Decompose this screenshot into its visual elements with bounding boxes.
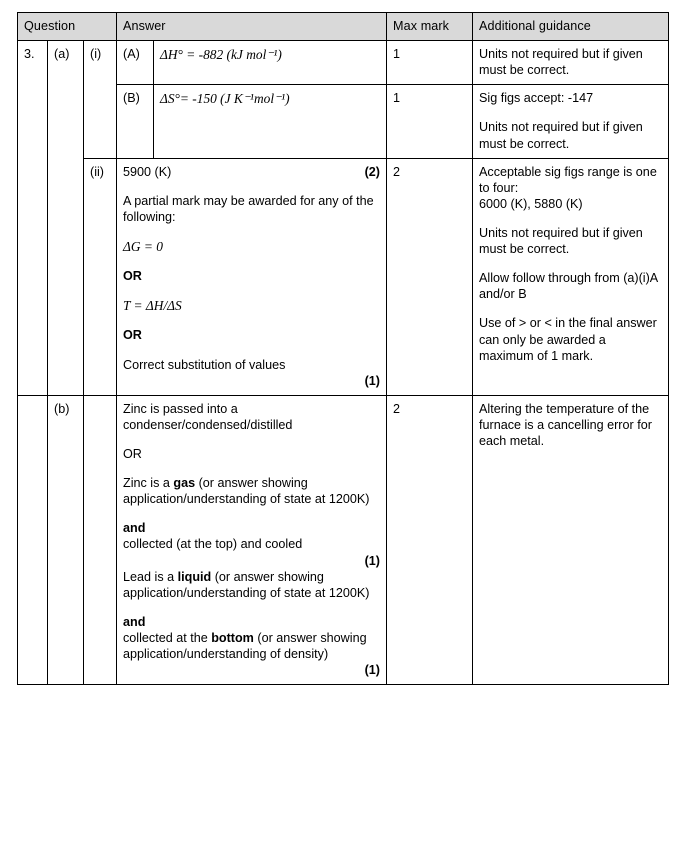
gibbs-formula: ΔG = 0: [123, 238, 163, 254]
question-sub-part: (b): [48, 395, 84, 685]
column-header-question: Question: [18, 13, 117, 41]
guidance-sig-figs-range: Acceptable sig figs range is one to four:: [479, 164, 657, 195]
question-sub-part: (a): [48, 41, 84, 396]
answer-label-A: (A): [117, 41, 154, 85]
answer-zinc-collected: collected (at the top) and cooled: [123, 537, 303, 552]
answer-mark-1: (1): [364, 373, 380, 388]
answer-cell: [154, 85, 387, 158]
answer-label-B: (B): [117, 85, 154, 158]
answer-cell: [117, 395, 387, 685]
answer-lead-collected-post: (or answer showing application/understanding of density): [123, 630, 367, 662]
answer-lead-block: [123, 569, 380, 601]
question-roman-part: [84, 395, 117, 685]
answer-condenser: Zinc is passed into a condenser/condensed/distilled: [123, 401, 293, 432]
guidance-cell: [473, 41, 669, 85]
guidance-sig-figs: Sig figs accept: -147: [479, 91, 594, 106]
answer-cell: [154, 41, 387, 85]
answer-lead-and-text: and: [123, 614, 146, 629]
answer-zinc-and-text: and: [123, 521, 146, 536]
answer-lead-mark: (1): [364, 663, 380, 678]
entropy-formula: ΔS°= -150 (J K⁻¹mol⁻¹): [160, 91, 290, 107]
guidance-cell: [473, 395, 669, 685]
guidance-text: Units not required but if given must be correct.: [479, 47, 643, 78]
max-mark-value: 1: [387, 41, 473, 85]
answer-or-2: OR: [123, 328, 142, 343]
table-header-row: [18, 13, 669, 41]
max-mark-value: 1: [387, 85, 473, 158]
answer-lead-state: liquid: [177, 569, 212, 584]
marking-scheme-table: [17, 12, 669, 685]
max-mark-value: 2: [387, 158, 473, 395]
table-row: [18, 41, 669, 85]
max-mark-value: 2: [387, 395, 473, 685]
answer-lead-collected: [123, 630, 380, 662]
guidance-units: Units not required but if given must be correct.: [479, 120, 643, 151]
question-roman-part: (ii): [84, 158, 117, 395]
guidance-inequality: Use of > or < in the final answer can only be awarded a maximum of 1 mark.: [479, 316, 657, 363]
answer-lead-and: [123, 614, 380, 630]
answer-temperature: 5900 (K): [123, 164, 172, 179]
enthalpy-formula: ΔH° = -882 (kJ mol⁻¹): [160, 47, 282, 63]
answer-or-1: OR: [123, 269, 142, 284]
guidance-sig-figs-values: 6000 (K), 5880 (K): [479, 196, 583, 211]
temperature-formula: T = ΔH/ΔS: [123, 298, 182, 314]
answer-option-3: Correct substitution of values: [123, 357, 286, 372]
answer-main-line: [123, 164, 380, 180]
answer-or: OR: [123, 446, 142, 461]
table-row: [18, 395, 669, 685]
question-number: [18, 395, 48, 685]
table-row: [18, 158, 669, 395]
answer-zinc-state: gas: [173, 476, 196, 491]
answer-lead-collected-pre: collected at the: [123, 630, 212, 645]
column-header-max-mark: Max mark: [387, 13, 473, 41]
guidance-units: Units not required but if given must be correct.: [479, 225, 643, 257]
column-header-additional-guidance: Additional guidance: [473, 13, 669, 41]
guidance-cell: [473, 158, 669, 395]
guidance-follow-through: Allow follow through from (a)(i)A and/or B: [479, 271, 658, 302]
answer-option-2: [123, 297, 380, 314]
column-header-answer: Answer: [117, 13, 387, 41]
answer-lead-lead: Lead is a: [123, 569, 178, 584]
guidance-cell: [473, 85, 669, 158]
answer-mark-2: (2): [364, 164, 380, 179]
answer-cell: [117, 158, 387, 395]
table-header: [18, 13, 669, 41]
question-number: 3.: [18, 41, 48, 396]
answer-lead-tail: (or answer showing application/understanding of state at 1200K): [123, 569, 370, 600]
answer-zinc-and: [123, 520, 380, 536]
answer-option-1: [123, 238, 380, 255]
answer-zinc-block: [123, 475, 380, 507]
answer-lead-collected-position: bottom: [211, 630, 254, 645]
answer-zinc-mark: (1): [364, 553, 380, 568]
answer-zinc-lead: Zinc is a: [123, 476, 174, 491]
table-body: [18, 41, 669, 685]
guidance-text: Altering the temperature of the furnace is a cancelling error for each metal.: [479, 401, 652, 448]
answer-zinc-tail: (or answer showing application/understanding of state at 1200K): [123, 476, 370, 507]
question-roman-part: (i): [84, 41, 117, 159]
answer-partial-intro: A partial mark may be awarded for any of the following:: [123, 193, 374, 224]
